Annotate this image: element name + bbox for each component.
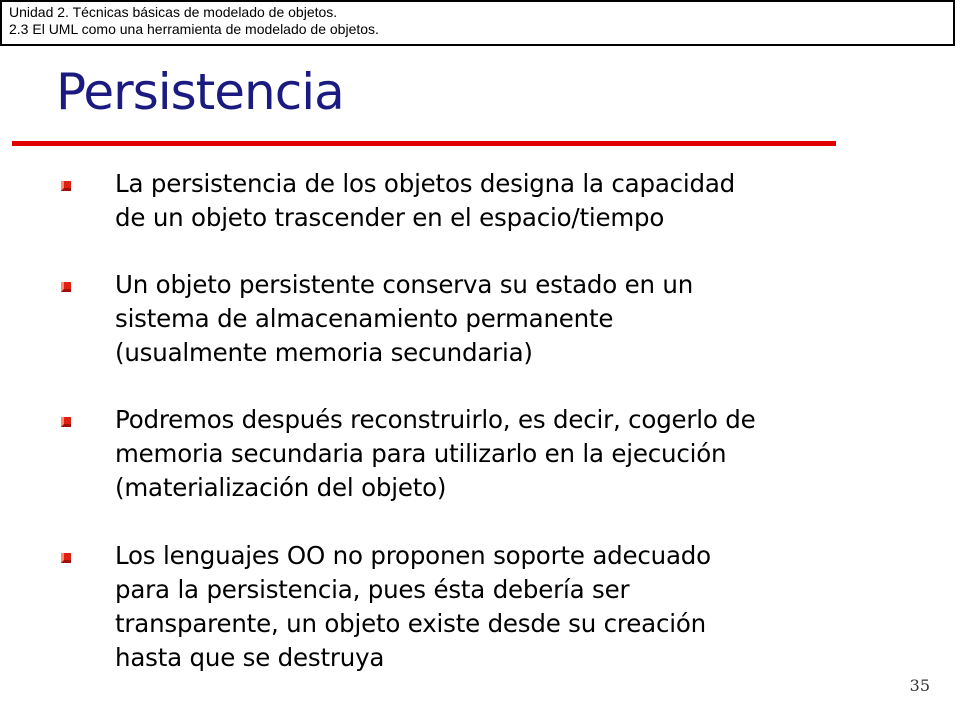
square-bullet-icon	[61, 417, 71, 427]
title-underline-rule	[12, 141, 836, 146]
unit-header-line-2: 2.3 El UML como una herramienta de modelado de objetos.	[9, 21, 379, 37]
square-bullet-icon	[61, 282, 71, 292]
bullet-text: Los lenguajes OO no proponen soporte adecuado para la persistencia, pues ésta debería ser transparente, un objeto existe desde su creación hasta que se destruya	[115, 541, 711, 672]
bullet-text: Un objeto persistente conserva su estado en un sistema de almacenamiento permanente (usualmente memoria secundaria)	[115, 270, 694, 367]
bullet-text: La persistencia de los objetos designa la capacidad de un objeto trascender en el espacio/tiempo	[115, 169, 736, 232]
square-bullet-icon	[61, 181, 71, 191]
slide-title: Persistencia	[56, 63, 344, 121]
unit-header-line-1: Unidad 2. Técnicas básicas de modelado de objetos.	[9, 4, 338, 20]
square-bullet-icon	[61, 553, 71, 563]
bullet-text: Podremos después reconstruirlo, es decir, cogerlo de memoria secundaria para utilizarlo en la ejecución (materialización del objeto)	[115, 405, 756, 502]
unit-header-box	[0, 0, 955, 46]
page-number: 35	[909, 676, 930, 695]
